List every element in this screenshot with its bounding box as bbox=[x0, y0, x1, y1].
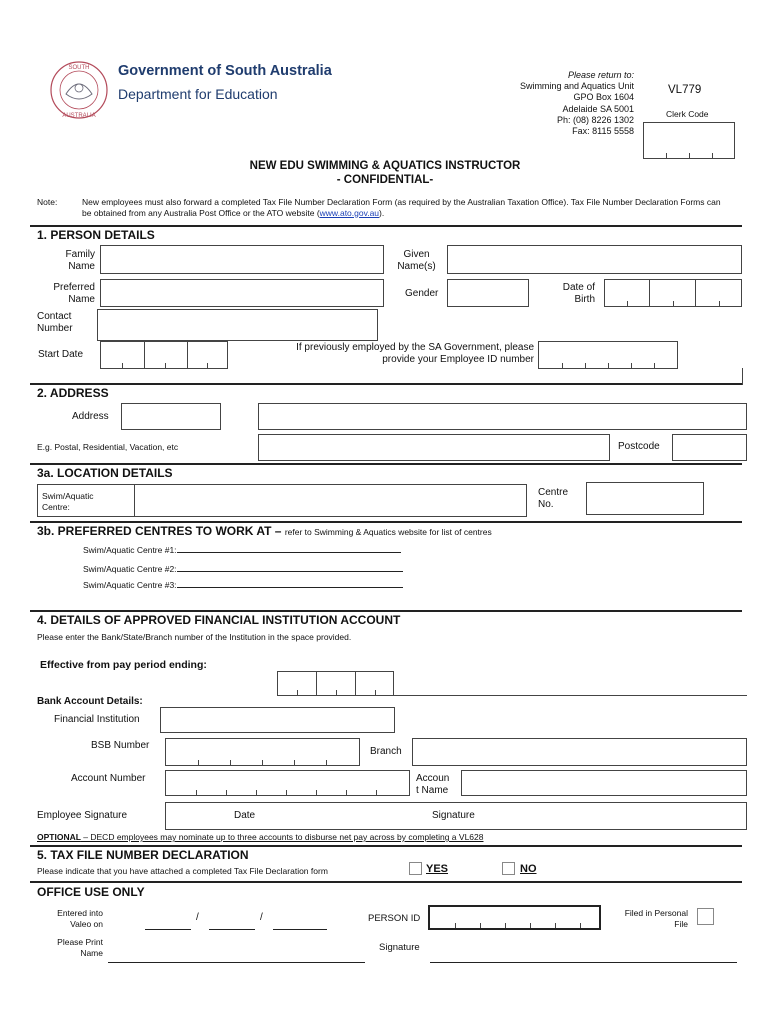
acct-no-input[interactable] bbox=[165, 770, 410, 796]
given-names-input[interactable] bbox=[447, 245, 742, 274]
pref-centre-1[interactable]: Swim/Aquatic Centre #1: bbox=[83, 545, 401, 556]
return-line: Fax: 8115 5558 bbox=[572, 126, 634, 137]
clerk-code-box[interactable] bbox=[643, 122, 735, 159]
section-2-title: 2. ADDRESS bbox=[37, 386, 109, 400]
preferred-name-label: Preferred Name bbox=[53, 282, 95, 305]
bsb-input[interactable] bbox=[165, 738, 360, 766]
sa-seal-icon bbox=[44, 60, 114, 120]
date-slash: / bbox=[196, 912, 199, 923]
date-slash: / bbox=[260, 912, 263, 923]
gender-input[interactable] bbox=[447, 279, 529, 307]
no-label: NO bbox=[520, 863, 537, 875]
yes-checkbox[interactable] bbox=[409, 862, 422, 875]
contact-number-input[interactable] bbox=[97, 309, 378, 341]
print-name-label: Please Print Name bbox=[57, 937, 103, 958]
effective-label: Effective from pay period ending: bbox=[40, 659, 207, 671]
dob-label: Date of Birth bbox=[562, 282, 595, 305]
address-line2-input[interactable] bbox=[258, 434, 610, 461]
address-input[interactable] bbox=[258, 403, 747, 430]
gender-label: Gender bbox=[405, 288, 439, 299]
print-name-line[interactable] bbox=[108, 962, 365, 963]
fin-inst-input[interactable] bbox=[160, 707, 395, 733]
effective-date-input[interactable] bbox=[277, 671, 394, 696]
section-3a-title: 3a. LOCATION DETAILS bbox=[37, 466, 173, 480]
section-4-sub: Please enter the Bank/State/Branch number of the Institution in the space provided. bbox=[37, 632, 352, 642]
postcode-input[interactable] bbox=[672, 434, 747, 461]
bsb-label: BSB Number bbox=[91, 740, 150, 751]
section-1-title: 1. PERSON DETAILS bbox=[37, 228, 155, 242]
acct-no-label: Account Number bbox=[71, 773, 146, 784]
government-logo bbox=[44, 60, 334, 120]
family-name-label: Family Name bbox=[65, 249, 95, 272]
dob-input[interactable] bbox=[604, 279, 742, 307]
org-name: Government of South Australia bbox=[118, 63, 332, 79]
section-4-title: 4. DETAILS OF APPROVED FINANCIAL INSTITUTION ACCOUNT bbox=[37, 613, 401, 627]
no-checkbox[interactable] bbox=[502, 862, 515, 875]
form-title bbox=[170, 159, 600, 187]
pref-centre-3[interactable]: Swim/Aquatic Centre #3: bbox=[83, 580, 403, 591]
note-label: Note: bbox=[37, 197, 58, 207]
acct-name-input[interactable] bbox=[461, 770, 747, 796]
start-date-label: Start Date bbox=[38, 349, 84, 360]
entered-valeo-label: Entered into Valeo on bbox=[57, 908, 103, 929]
employee-signature-input[interactable] bbox=[165, 802, 747, 830]
return-line: GPO Box 1604 bbox=[573, 92, 634, 103]
address-type-input[interactable] bbox=[121, 403, 221, 430]
svg-text:SOUTH: SOUTH bbox=[68, 65, 90, 71]
office-use-title: OFFICE USE ONLY bbox=[37, 885, 145, 899]
section-5-title: 5. TAX FILE NUMBER DECLARATION bbox=[37, 848, 249, 862]
entered-day-line[interactable] bbox=[145, 929, 191, 930]
office-signature-label: Signature bbox=[379, 942, 420, 953]
note-text-post: ). bbox=[379, 207, 385, 218]
optional-note: OPTIONAL – DECD employees may nominate up to three accounts to disburse net pay across by completing a VL628 bbox=[37, 832, 484, 842]
pref-centre-2[interactable]: Swim/Aquatic Centre #2: bbox=[83, 564, 403, 575]
signature-label: Signature bbox=[432, 810, 475, 821]
section-3b-title: 3b. PREFERRED CENTRES TO WORK AT – refer to Swimming & Aquatics website for list of centres bbox=[37, 524, 492, 538]
employee-id-input[interactable] bbox=[538, 341, 678, 369]
return-line-heading: Please return to: bbox=[567, 70, 634, 80]
branch-label: Branch bbox=[370, 746, 402, 757]
address-example-label: E.g. Postal, Residential, Vacation, etc bbox=[37, 442, 179, 452]
postcode-label: Postcode bbox=[618, 441, 660, 452]
preferred-name-input[interactable] bbox=[100, 279, 384, 307]
tfn-text: Please indicate that you have attached a completed Tax File Declaration form bbox=[37, 866, 328, 876]
date-label: Date bbox=[234, 810, 256, 821]
dept-name: Department for Education bbox=[118, 86, 278, 102]
contact-number-label: Contact Number bbox=[37, 311, 73, 334]
person-id-label: PERSON ID bbox=[368, 913, 421, 924]
yes-label: YES bbox=[426, 863, 449, 875]
note-text-pre: New employees must also forward a completed Tax File Number Declaration Form (as required by the Australian Taxation Office). Tax File Number Declaration Forms can be obtained from any Australia Post Office or the ATO website ( bbox=[82, 197, 721, 218]
entered-year-line[interactable] bbox=[273, 929, 327, 930]
clerk-code-label: Clerk Code bbox=[666, 109, 709, 119]
return-line: Ph: (08) 8226 1302 bbox=[556, 114, 634, 125]
centre-no-label: Centre No. bbox=[538, 487, 569, 510]
family-name-input[interactable] bbox=[100, 245, 384, 274]
employee-signature-label: Employee Signature bbox=[37, 810, 128, 821]
filed-label: Filed in Personal File bbox=[624, 908, 688, 929]
acct-name-label: Accoun t Name bbox=[416, 773, 450, 796]
form-title-line1: NEW EDU SWIMMING & AQUATICS INSTRUCTOR bbox=[249, 160, 521, 172]
person-id-input[interactable] bbox=[428, 905, 601, 930]
address-label: Address bbox=[72, 411, 109, 422]
return-line: Adelaide SA 5001 bbox=[562, 103, 634, 114]
svg-text:AUSTRALIA: AUSTRALIA bbox=[62, 113, 96, 119]
start-date-input[interactable] bbox=[100, 341, 228, 369]
ato-link[interactable]: www.ato.gov.au bbox=[319, 207, 380, 218]
section-3b-note: refer to Swimming & Aquatics website for list of centres bbox=[284, 527, 492, 537]
given-names-label: Given Name(s) bbox=[397, 249, 436, 272]
centre-no-input[interactable] bbox=[586, 482, 704, 515]
form-code: VL779 bbox=[668, 84, 702, 96]
prev-employed-label: If previously employed by the SA Government, please provide your Employee ID number bbox=[296, 342, 534, 365]
return-line: Swimming and Aquatics Unit bbox=[519, 81, 634, 92]
centre-input[interactable] bbox=[37, 484, 527, 517]
note-text bbox=[82, 197, 732, 218]
fin-inst-label: Financial Institution bbox=[54, 714, 140, 725]
entered-month-line[interactable] bbox=[209, 929, 255, 930]
form-title-line2: - CONFIDENTIAL- bbox=[336, 174, 434, 186]
return-address bbox=[470, 70, 634, 137]
branch-input[interactable] bbox=[412, 738, 747, 766]
office-signature-line[interactable] bbox=[430, 962, 737, 963]
centre-label: Swim/Aquatic Centre: bbox=[42, 491, 94, 512]
bank-details-label: Bank Account Details: bbox=[37, 696, 143, 707]
filed-checkbox[interactable] bbox=[697, 908, 714, 925]
